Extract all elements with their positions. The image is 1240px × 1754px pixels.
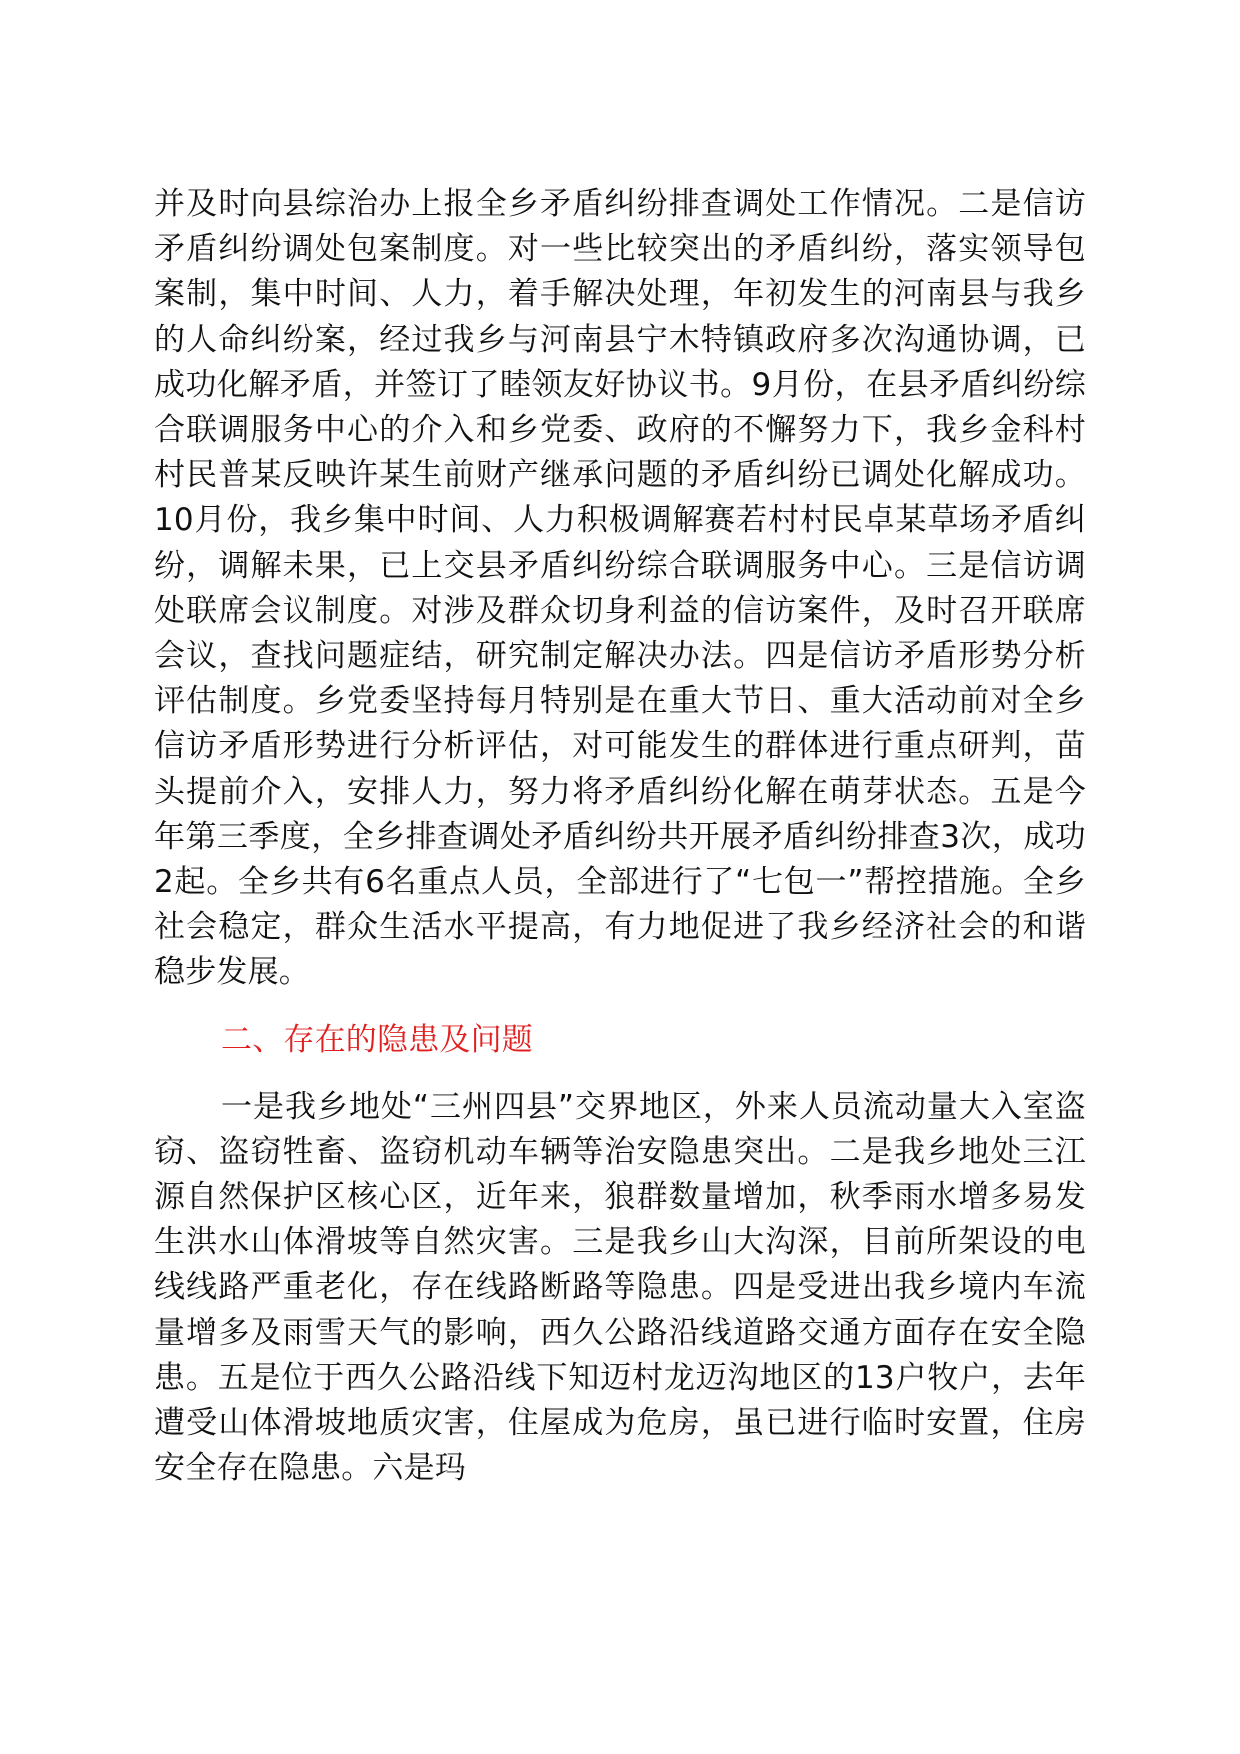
section-heading-hazards: 二、存在的隐患及问题 bbox=[221, 1021, 533, 1058]
paragraph-dispute-mediation: 并及时向县综治办上报全乡矛盾纠纷排查调处工作情况。二是信访矛盾纠纷调处包案制度。对一些比较突出的矛盾纠纷，落实领导包案制，集中时间、人力，着手解决处理，年初发生的河南县与我乡的人命纠纷案，经过我乡与河南县宁木特镇政府多次沟通协调，已成功化解矛盾，并签订了睦领友好协议书。9月份，在县矛盾纠纷综合联调服务中心的介入和乡党委、政府的不懈努力下，我乡金科村村民普某反映许某生前财产继承问题的矛盾纠纷已调处化解成功。10月份，我乡集中时间、人力积极调解赛若村村民卓某草场矛盾纠纷，调解未果，已上交县矛盾纠纷综合联调服务中心。三是信访调处联席会议制度。对涉及群众切身利益的信访案件，及时召开联席会议，查找问题症结，研究制定解决办法。四是信访矛盾形势分析评估制度。乡党委坚持每月特别是在重大节日、重大活动前对全乡信访矛盾形势进行分析评估，对可能发生的群体进行重点研判，苗头提前介入，安排人力，努力将矛盾纠纷化解在萌芽状态。五是今年第三季度，全乡排查调处矛盾纠纷共开展矛盾纠纷排查3次，成功2起。全乡共有6名重点人员，全部进行了“七包一”帮控措施。全乡社会稳定，群众生活水平提高，有力地促进了我乡经济社会的和谐稳步发展。 bbox=[154, 186, 1086, 991]
paragraph-hazards: 一是我乡地处“三州四县”交界地区，外来人员流动量大入室盗窃、盗窃牲畜、盗窃机动车辆等治安隐患突出。二是我乡地处三江源自然保护区核心区，近年来，狼群数量增加，秋季雨水增多易发生洪水山体滑坡等自然灾害。三是我乡山大沟深，目前所架设的电线线路严重老化，存在线路断路等隐患。四是受进出我乡境内车流量增多及雨雪天气的影响，西久公路沿线道路交通方面存在安全隐患。五是位于西久公路沿线下知迈村龙迈沟地区的13户牧户，去年遭受山体滑坡地质灾害，住屋成为危房，虽已进行临时安置，住房安全存在隐患。六是玛 bbox=[154, 1088, 1086, 1487]
document-body bbox=[154, 182, 1086, 1491]
